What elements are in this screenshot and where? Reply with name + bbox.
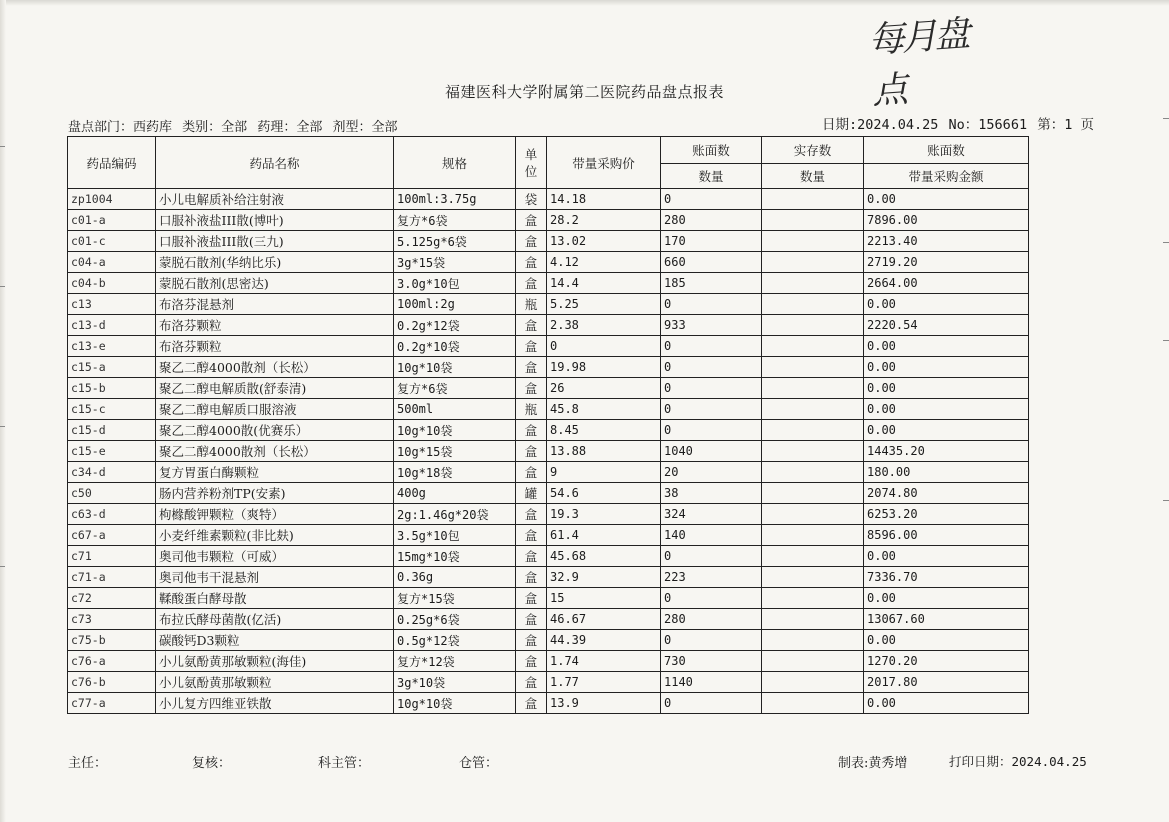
cell-price: 1.77 (547, 672, 661, 693)
cell-book-qty: 933 (661, 315, 762, 336)
cell-unit: 盒 (516, 651, 547, 672)
cell-spec: 2g:1.46g*20袋 (394, 504, 516, 525)
cell-code: c71 (68, 546, 156, 567)
cell-name: 小儿氨酚黄那敏颗粒(海佳) (156, 651, 394, 672)
cell-code: c13-d (68, 315, 156, 336)
cell-book-qty: 0 (661, 189, 762, 210)
cell-code: c15-e (68, 441, 156, 462)
cell-unit: 盒 (516, 462, 547, 483)
cell-amount: 2664.00 (864, 273, 1029, 294)
scan-mark (1163, 340, 1169, 341)
cell-actual-qty (762, 588, 864, 609)
cell-spec: 10g*10袋 (394, 357, 516, 378)
cell-book-qty: 730 (661, 651, 762, 672)
cell-amount: 2074.80 (864, 483, 1029, 504)
cell-spec: 0.2g*10袋 (394, 336, 516, 357)
header-actual-qty: 数量 (762, 164, 864, 189)
prepared-by: 制表:黄秀增 (838, 756, 908, 771)
cell-amount: 0.00 (864, 294, 1029, 315)
cell-unit: 盒 (516, 546, 547, 567)
filter-bar (68, 116, 403, 135)
cell-actual-qty (762, 210, 864, 231)
cell-amount: 8596.00 (864, 525, 1029, 546)
cell-actual-qty (762, 525, 864, 546)
header-unit-text: 单位 (524, 146, 538, 179)
cell-amount: 13067.60 (864, 609, 1029, 630)
cell-unit: 盒 (516, 420, 547, 441)
filter-department: 盘点部门：西药库 (68, 120, 173, 135)
cell-spec: 5.125g*6袋 (394, 231, 516, 252)
cell-price: 45.8 (547, 399, 661, 420)
filter-dosage-form: 剂型：全部 (332, 120, 398, 135)
cell-code: c15-c (68, 399, 156, 420)
cell-actual-qty (762, 294, 864, 315)
cell-unit: 瓶 (516, 399, 547, 420)
print-date: 打印日期：2024.04.25 (949, 754, 1087, 769)
scan-mark (1163, 118, 1169, 119)
sign-director: 主任： (68, 756, 108, 771)
cell-name: 口服补液盐III散(三九) (156, 231, 394, 252)
table-row (68, 525, 1029, 546)
cell-book-qty: 660 (661, 252, 762, 273)
cell-name: 碳酸钙D3颗粒 (156, 630, 394, 651)
scan-mark (1163, 242, 1169, 243)
cell-unit: 盒 (516, 588, 547, 609)
cell-actual-qty (762, 336, 864, 357)
cell-unit: 盒 (516, 609, 547, 630)
cell-book-qty: 170 (661, 231, 762, 252)
cell-book-qty: 0 (661, 630, 762, 651)
cell-unit: 盒 (516, 567, 547, 588)
cell-name: 布拉氏酵母菌散(亿活) (156, 609, 394, 630)
cell-price: 4.12 (547, 252, 661, 273)
cell-book-qty: 140 (661, 525, 762, 546)
scan-mark (0, 286, 5, 287)
cell-code: c34-d (68, 462, 156, 483)
cell-name: 聚乙二醇4000散(优赛乐） (156, 420, 394, 441)
header-name: 药品名称 (156, 137, 394, 189)
cell-book-qty: 1040 (661, 441, 762, 462)
cell-actual-qty (762, 609, 864, 630)
scan-mark (0, 146, 5, 147)
cell-spec: 0.36g (394, 567, 516, 588)
scan-mark (0, 566, 5, 567)
cell-spec: 10g*10袋 (394, 420, 516, 441)
cell-price: 19.3 (547, 504, 661, 525)
cell-unit: 瓶 (516, 294, 547, 315)
cell-code: c63-d (68, 504, 156, 525)
sign-warehouse: 仓管： (459, 756, 499, 771)
header-book-qty: 数量 (661, 164, 762, 189)
cell-book-qty: 0 (661, 294, 762, 315)
cell-spec: 3g*15袋 (394, 252, 516, 273)
cell-book-qty: 1140 (661, 672, 762, 693)
cell-actual-qty (762, 630, 864, 651)
filter-pharmacology: 药理：全部 (257, 120, 323, 135)
cell-price: 14.18 (547, 189, 661, 210)
cell-amount: 0.00 (864, 693, 1029, 714)
scan-mark (0, 426, 5, 427)
table-row (68, 630, 1029, 651)
cell-book-qty: 0 (661, 378, 762, 399)
cell-code: c04-a (68, 252, 156, 273)
cell-spec: 500ml (394, 399, 516, 420)
cell-price: 45.68 (547, 546, 661, 567)
cell-actual-qty (762, 462, 864, 483)
cell-spec: 10g*15袋 (394, 441, 516, 462)
cell-amount: 0.00 (864, 420, 1029, 441)
cell-unit: 盒 (516, 378, 547, 399)
cell-price: 5.25 (547, 294, 661, 315)
filter-category: 类别：全部 (182, 120, 248, 135)
cell-name: 聚乙二醇4000散剂（长松） (156, 357, 394, 378)
cell-code: c73 (68, 609, 156, 630)
cell-spec: 0.5g*12袋 (394, 630, 516, 651)
scan-edge-left (0, 0, 6, 822)
cell-code: c76-b (68, 672, 156, 693)
cell-name: 枸橼酸钾颗粒（爽特） (156, 504, 394, 525)
table-row (68, 399, 1029, 420)
cell-price: 13.02 (547, 231, 661, 252)
cell-price: 0 (547, 336, 661, 357)
cell-code: c76-a (68, 651, 156, 672)
cell-spec: 10g*18袋 (394, 462, 516, 483)
handwritten-note: 每月盘点 (867, 13, 969, 113)
cell-name: 聚乙二醇电解质散(舒泰清) (156, 378, 394, 399)
table-row (68, 462, 1029, 483)
cell-spec: 3g*10袋 (394, 672, 516, 693)
cell-spec: 10g*10袋 (394, 693, 516, 714)
sign-section-head: 科主管： (318, 756, 371, 771)
cell-amount: 0.00 (864, 630, 1029, 651)
header-book-group: 账面数 (661, 137, 762, 164)
cell-spec: 100ml:3.75g (394, 189, 516, 210)
cell-amount: 14435.20 (864, 441, 1029, 462)
cell-book-qty: 0 (661, 546, 762, 567)
cell-code: zp1004 (68, 189, 156, 210)
cell-actual-qty (762, 693, 864, 714)
cell-amount: 0.00 (864, 189, 1029, 210)
cell-book-qty: 0 (661, 336, 762, 357)
cell-code: c50 (68, 483, 156, 504)
cell-actual-qty (762, 441, 864, 462)
cell-unit: 盒 (516, 231, 547, 252)
cell-amount: 0.00 (864, 357, 1029, 378)
table-row (68, 231, 1029, 252)
cell-unit: 罐 (516, 483, 547, 504)
header-price: 带量采购价 (547, 137, 661, 189)
cell-book-qty: 38 (661, 483, 762, 504)
cell-code: c77-a (68, 693, 156, 714)
cell-actual-qty (762, 651, 864, 672)
cell-spec: 0.2g*12袋 (394, 315, 516, 336)
sign-reviewer: 复核： (192, 756, 232, 771)
cell-name: 奥司他韦颗粒（可威） (156, 546, 394, 567)
cell-unit: 盒 (516, 315, 547, 336)
table-row (68, 189, 1029, 210)
cell-price: 13.9 (547, 693, 661, 714)
table-row (68, 651, 1029, 672)
header-spec: 规格 (394, 137, 516, 189)
cell-amount: 2220.54 (864, 315, 1029, 336)
cell-name: 蒙脱石散剂(思密达) (156, 273, 394, 294)
cell-price: 1.74 (547, 651, 661, 672)
cell-amount: 2213.40 (864, 231, 1029, 252)
cell-price: 13.88 (547, 441, 661, 462)
cell-actual-qty (762, 315, 864, 336)
cell-price: 9 (547, 462, 661, 483)
cell-name: 布洛芬颗粒 (156, 336, 394, 357)
cell-book-qty: 0 (661, 693, 762, 714)
header-actual-group: 实存数 (762, 137, 864, 164)
cell-amount: 1270.20 (864, 651, 1029, 672)
cell-spec: 400g (394, 483, 516, 504)
cell-price: 14.4 (547, 273, 661, 294)
cell-price: 2.38 (547, 315, 661, 336)
cell-book-qty: 20 (661, 462, 762, 483)
cell-code: c01-c (68, 231, 156, 252)
table-row (68, 252, 1029, 273)
cell-price: 8.45 (547, 420, 661, 441)
cell-unit: 盒 (516, 273, 547, 294)
cell-name: 肠内营养粉剂TP(安素) (156, 483, 394, 504)
cell-price: 44.39 (547, 630, 661, 651)
cell-name: 小儿氨酚黄那敏颗粒 (156, 672, 394, 693)
cell-actual-qty (762, 378, 864, 399)
cell-price: 46.67 (547, 609, 661, 630)
cell-code: c13-e (68, 336, 156, 357)
table-row (68, 609, 1029, 630)
cell-unit: 盒 (516, 210, 547, 231)
header-book-amount-group: 账面数 (864, 137, 1029, 164)
table-row (68, 315, 1029, 336)
cell-code: c75-b (68, 630, 156, 651)
cell-spec: 0.25g*6袋 (394, 609, 516, 630)
cell-name: 布洛芬混悬剂 (156, 294, 394, 315)
cell-name: 复方胃蛋白酶颗粒 (156, 462, 394, 483)
cell-spec: 100ml:2g (394, 294, 516, 315)
cell-code: c13 (68, 294, 156, 315)
table-row (68, 567, 1029, 588)
cell-unit: 盒 (516, 630, 547, 651)
table-row (68, 588, 1029, 609)
page-number: 第：1 页 (1037, 117, 1094, 133)
cell-book-qty: 324 (661, 504, 762, 525)
report-title: 福建医科大学附属第二医院药品盘点报表 (444, 83, 724, 101)
table-row (68, 441, 1029, 462)
cell-amount: 180.00 (864, 462, 1029, 483)
cell-code: c01-a (68, 210, 156, 231)
table-row (68, 357, 1029, 378)
cell-spec: 15mg*10袋 (394, 546, 516, 567)
cell-actual-qty (762, 546, 864, 567)
scan-mark (1163, 500, 1169, 501)
cell-name: 聚乙二醇电解质口服溶液 (156, 399, 394, 420)
cell-name: 小儿复方四维亚铁散 (156, 693, 394, 714)
cell-amount: 2719.20 (864, 252, 1029, 273)
cell-actual-qty (762, 420, 864, 441)
cell-actual-qty (762, 483, 864, 504)
header-code: 药品编码 (68, 137, 156, 189)
table-row (68, 420, 1029, 441)
table-row (68, 504, 1029, 525)
cell-unit: 盒 (516, 693, 547, 714)
cell-price: 19.98 (547, 357, 661, 378)
cell-name: 小麦纤维素颗粒(非比麸) (156, 525, 394, 546)
cell-name: 鞣酸蛋白酵母散 (156, 588, 394, 609)
cell-amount: 7336.70 (864, 567, 1029, 588)
table-row (68, 273, 1029, 294)
cell-spec: 复方*6袋 (394, 378, 516, 399)
table-row (68, 672, 1029, 693)
cell-actual-qty (762, 231, 864, 252)
cell-actual-qty (762, 567, 864, 588)
cell-actual-qty (762, 504, 864, 525)
cell-code: c15-d (68, 420, 156, 441)
header-book-amount: 带量采购金额 (864, 164, 1029, 189)
inventory-rows (68, 189, 1029, 714)
cell-code: c04-b (68, 273, 156, 294)
cell-actual-qty (762, 252, 864, 273)
cell-amount: 7896.00 (864, 210, 1029, 231)
cell-book-qty: 0 (661, 420, 762, 441)
cell-unit: 盒 (516, 357, 547, 378)
report-meta (822, 113, 1096, 133)
cell-spec: 复方*12袋 (394, 651, 516, 672)
cell-unit: 盒 (516, 504, 547, 525)
cell-amount: 0.00 (864, 336, 1029, 357)
report-number: No：156661 (948, 117, 1028, 133)
cell-code: c15-a (68, 357, 156, 378)
cell-code: c15-b (68, 378, 156, 399)
cell-spec: 复方*6袋 (394, 210, 516, 231)
cell-unit: 盒 (516, 525, 547, 546)
table-row (68, 483, 1029, 504)
table-row (68, 693, 1029, 714)
cell-book-qty: 223 (661, 567, 762, 588)
cell-name: 蒙脱石散剂(华纳比乐) (156, 252, 394, 273)
cell-spec: 复方*15袋 (394, 588, 516, 609)
cell-price: 32.9 (547, 567, 661, 588)
cell-price: 61.4 (547, 525, 661, 546)
cell-unit: 盒 (516, 672, 547, 693)
cell-name: 口服补液盐III散(博叶) (156, 210, 394, 231)
cell-unit: 袋 (516, 189, 547, 210)
cell-actual-qty (762, 273, 864, 294)
cell-book-qty: 185 (661, 273, 762, 294)
cell-unit: 盒 (516, 252, 547, 273)
cell-unit: 盒 (516, 441, 547, 462)
cell-book-qty: 280 (661, 609, 762, 630)
cell-name: 奥司他韦干混悬剂 (156, 567, 394, 588)
cell-price: 28.2 (547, 210, 661, 231)
cell-amount: 2017.80 (864, 672, 1029, 693)
header-unit (516, 137, 547, 189)
cell-book-qty: 0 (661, 588, 762, 609)
table-row (68, 546, 1029, 567)
cell-amount: 0.00 (864, 588, 1029, 609)
cell-code: c71-a (68, 567, 156, 588)
inventory-table (67, 136, 1029, 714)
cell-name: 布洛芬颗粒 (156, 315, 394, 336)
table-row (68, 336, 1029, 357)
cell-actual-qty (762, 357, 864, 378)
cell-price: 26 (547, 378, 661, 399)
cell-amount: 0.00 (864, 378, 1029, 399)
cell-book-qty: 0 (661, 357, 762, 378)
cell-name: 聚乙二醇4000散剂（长松） (156, 441, 394, 462)
cell-book-qty: 280 (661, 210, 762, 231)
cell-amount: 6253.20 (864, 504, 1029, 525)
cell-amount: 0.00 (864, 399, 1029, 420)
cell-price: 54.6 (547, 483, 661, 504)
cell-book-qty: 0 (661, 399, 762, 420)
cell-name: 小儿电解质补给注射液 (156, 189, 394, 210)
cell-code: c67-a (68, 525, 156, 546)
table-row (68, 210, 1029, 231)
cell-unit: 盒 (516, 336, 547, 357)
cell-price: 15 (547, 588, 661, 609)
table-row (68, 294, 1029, 315)
cell-actual-qty (762, 399, 864, 420)
cell-code: c72 (68, 588, 156, 609)
cell-spec: 3.0g*10包 (394, 273, 516, 294)
cell-actual-qty (762, 189, 864, 210)
cell-spec: 3.5g*10包 (394, 525, 516, 546)
report-date: 日期:2024.04.25 (822, 117, 939, 133)
table-row (68, 378, 1029, 399)
cell-actual-qty (762, 672, 864, 693)
cell-amount: 0.00 (864, 546, 1029, 567)
